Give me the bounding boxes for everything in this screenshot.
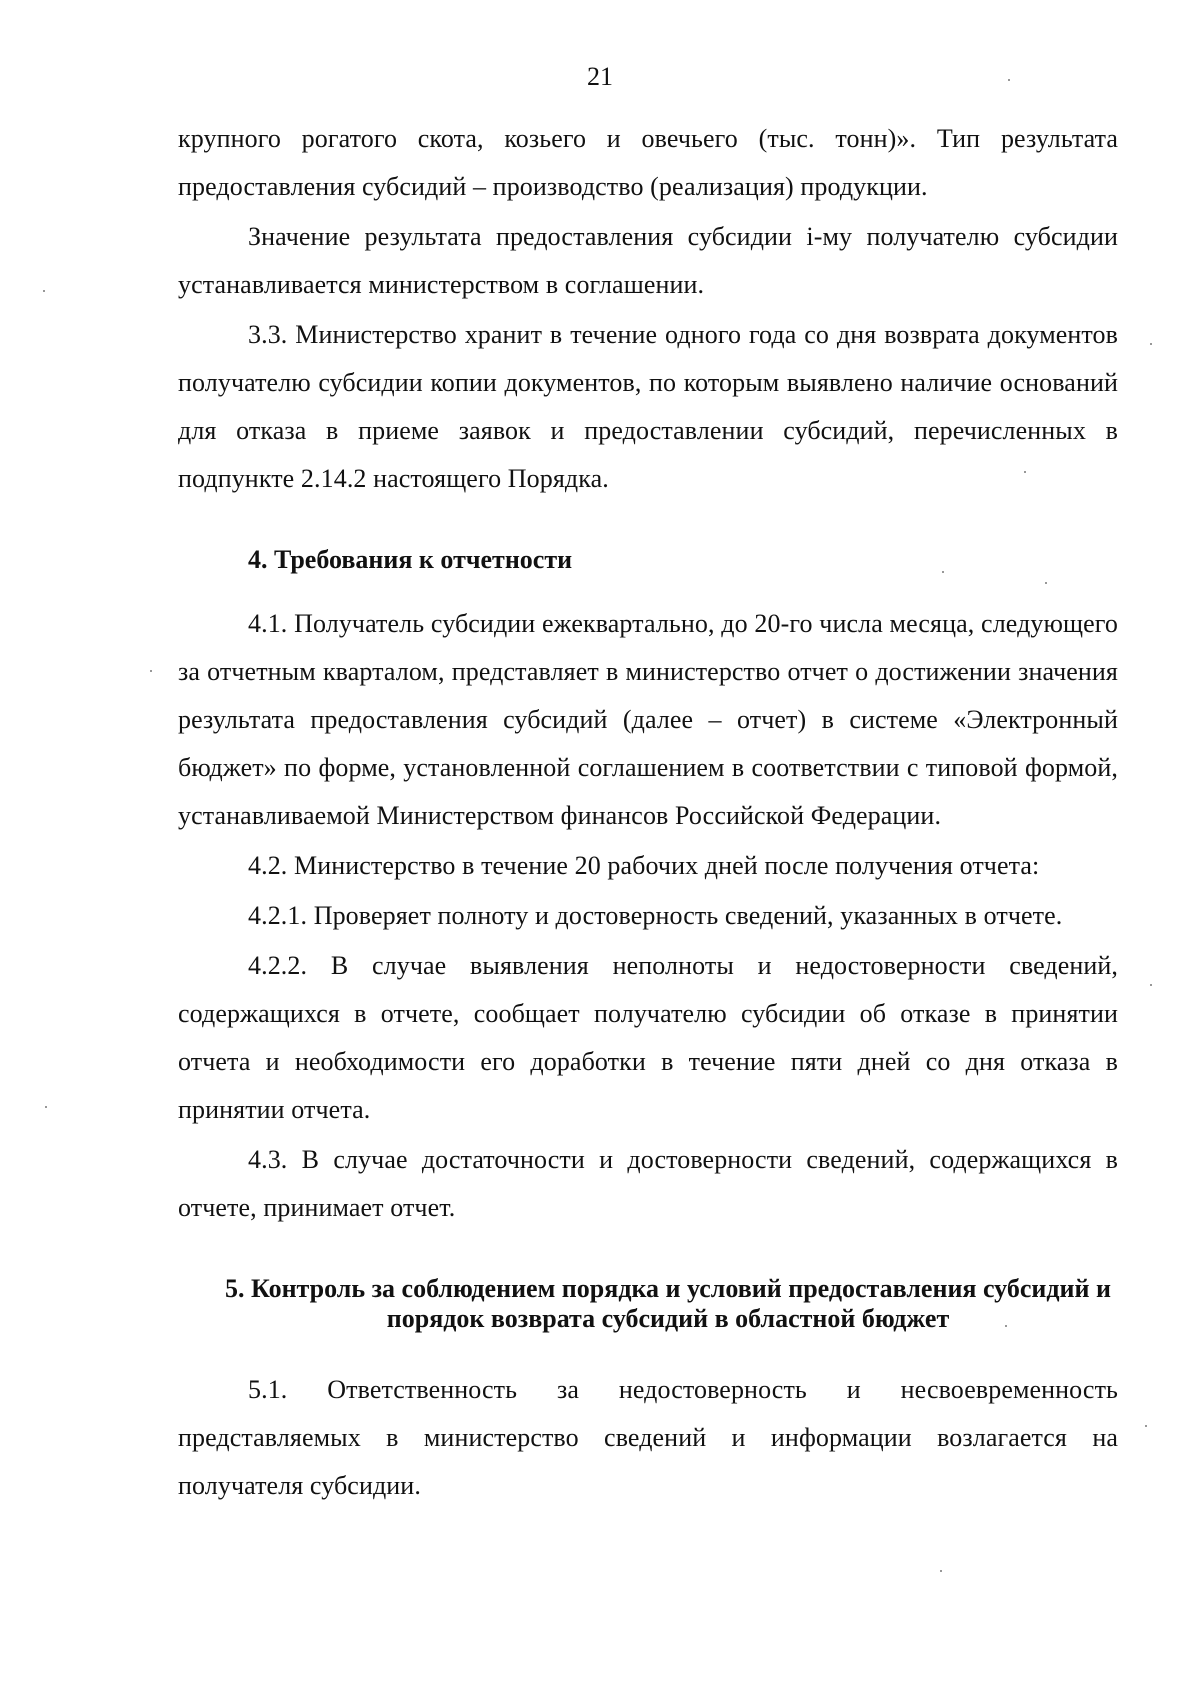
scan-speck bbox=[1008, 79, 1010, 81]
paragraph-result-value: Значение результата предоставления субсидии i-му получателю субсидии устанавливается министерством в соглашении. bbox=[178, 222, 1118, 299]
scan-speck bbox=[43, 290, 45, 292]
paragraph-5-1: 5.1. Ответственность за недостоверность и несвоевременность представляемых в министерство сведений и информации возлагается на получателя субсидии. bbox=[178, 1375, 1118, 1500]
scan-speck bbox=[1150, 343, 1152, 345]
scan-speck bbox=[1145, 1425, 1147, 1427]
page-number: 21 bbox=[587, 62, 613, 91]
scan-speck bbox=[940, 1570, 942, 1572]
scan-speck bbox=[1024, 471, 1026, 473]
section-5-heading: 5. Контроль за соблюдением порядка и условий предоставления субсидий и порядок возврата субсидий в областной бюджет bbox=[225, 1274, 1111, 1333]
scan-speck bbox=[942, 571, 944, 573]
paragraph-4-2-1: 4.2.1. Проверяет полноту и достоверность сведений, указанных в отчете. bbox=[248, 901, 1063, 930]
scan-speck bbox=[1005, 1325, 1007, 1327]
paragraph-continuation: крупного рогатого скота, козьего и овечьего (тыс. тонн)». Тип результата предоставления субсидий – производство (реализация) продукции. bbox=[178, 124, 1118, 201]
document-body bbox=[178, 115, 1118, 1512]
paragraph-4-1: 4.1. Получатель субсидии ежеквартально, до 20-го числа месяца, следующего за отчетным кварталом, представляет в министерство отчет о достижении значения результата предоставления субсидий (далее – отчет) в системе «Электронный бюджет» по форме, установленной соглашением в соответствии с типовой формой, устанавливаемой Министерством финансов Российской Федерации. bbox=[178, 609, 1118, 830]
scan-speck bbox=[1045, 582, 1047, 584]
scan-speck bbox=[1150, 984, 1152, 986]
scan-speck bbox=[150, 670, 152, 672]
section-4-heading: 4. Требования к отчетности bbox=[248, 545, 573, 574]
scan-speck bbox=[45, 1106, 47, 1108]
paragraph-4-3: 4.3. В случае достаточности и достоверности сведений, содержащихся в отчете, принимает отчет. bbox=[178, 1145, 1118, 1222]
paragraph-4-2-2: 4.2.2. В случае выявления неполноты и недостоверности сведений, содержащихся в отчете, сообщает получателю субсидии об отказе в принятии отчета и необходимости его доработки в течение пяти дней со дня отказа в принятии отчета. bbox=[178, 951, 1118, 1124]
paragraph-4-2: 4.2. Министерство в течение 20 рабочих дней после получения отчета: bbox=[248, 851, 1040, 880]
paragraph-3-3: 3.3. Министерство хранит в течение одного года со дня возврата документов получателю субсидии копии документов, по которым выявлено наличие оснований для отказа в приеме заявок и предоставлении субсидий, перечисленных в подпункте 2.14.2 настоящего Порядка. bbox=[178, 320, 1118, 493]
